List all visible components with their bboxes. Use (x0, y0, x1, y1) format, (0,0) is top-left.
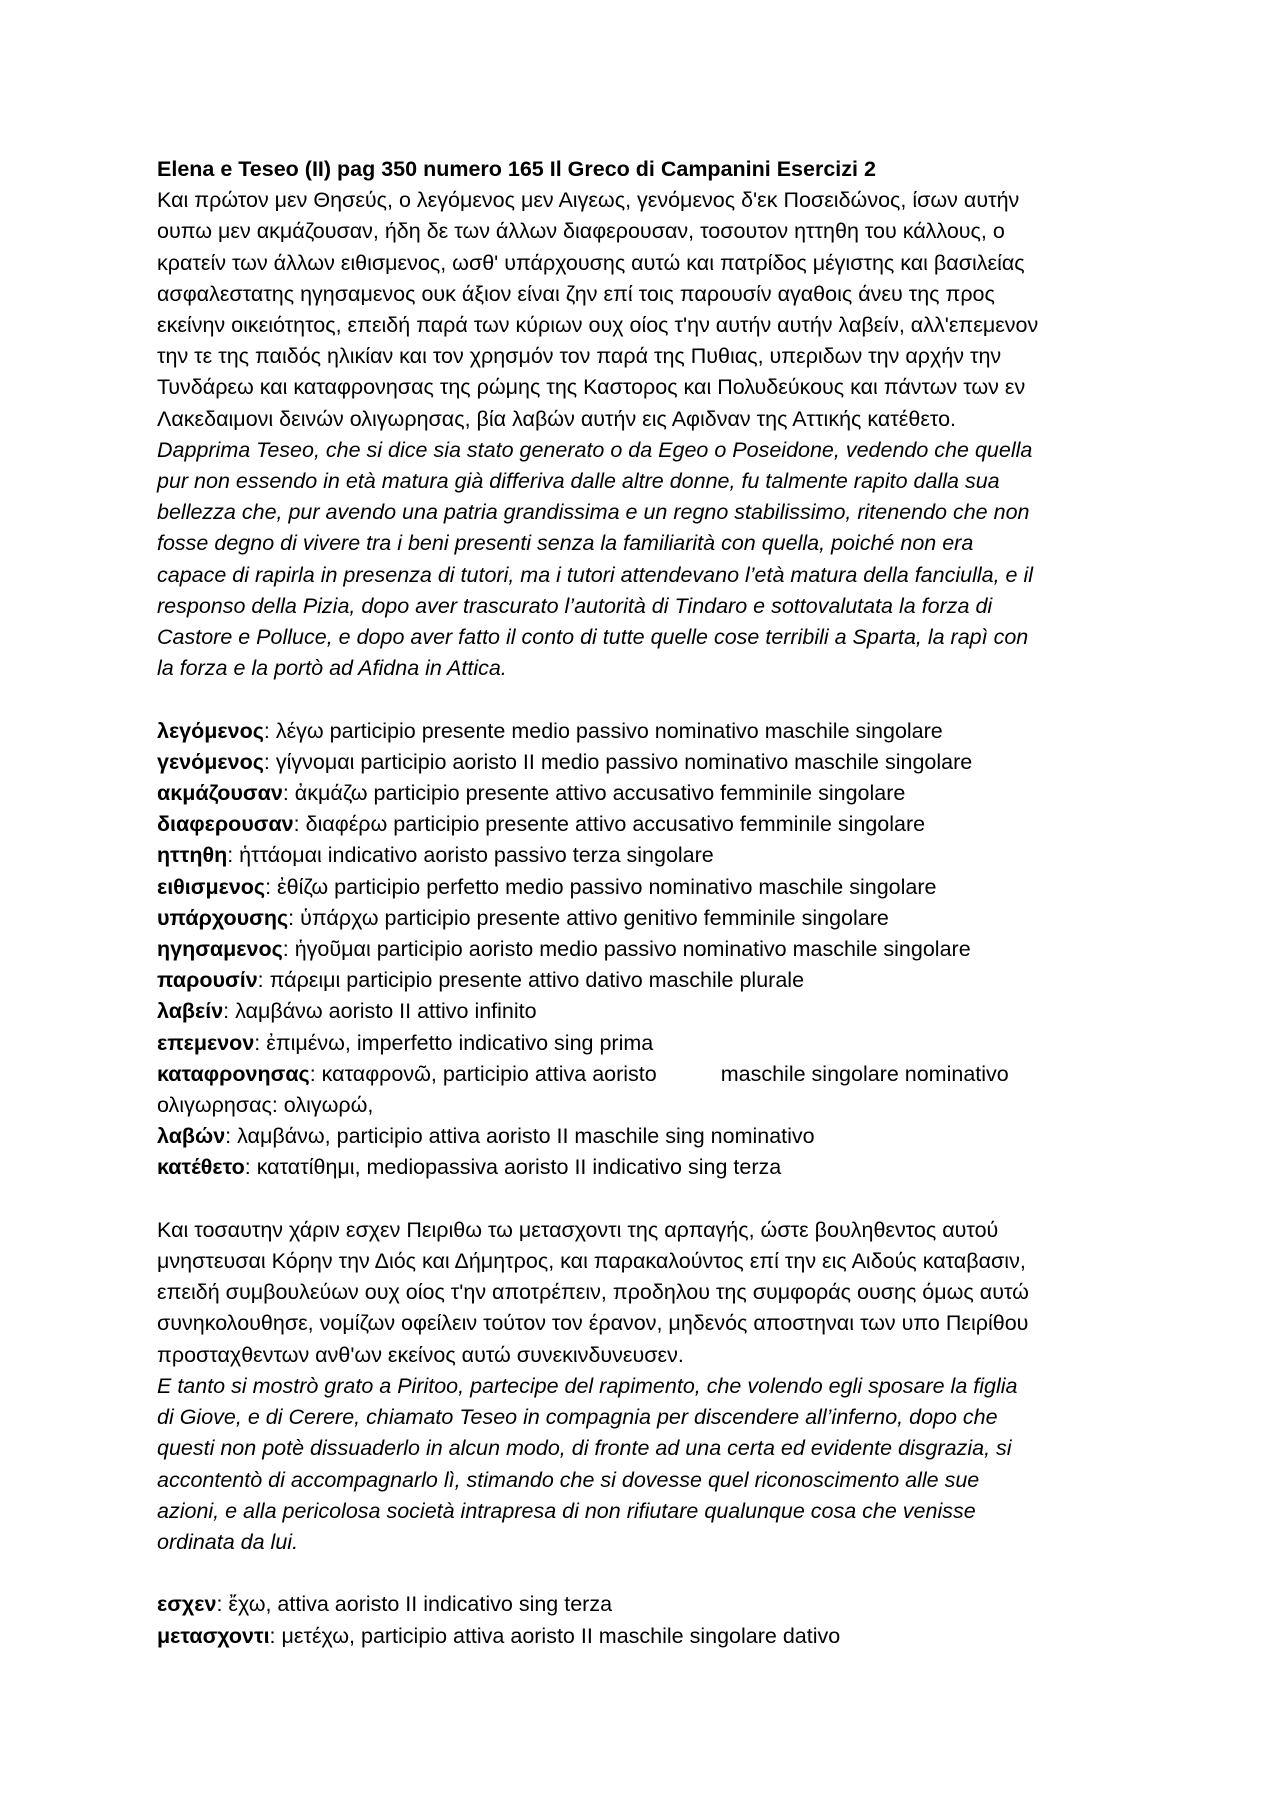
vocab-definition: : ἡττάομαι indicativo aoristo passivo terza singolare (227, 843, 714, 868)
greek-passage-1 (157, 185, 1137, 435)
vocab-entry (157, 778, 1137, 809)
spacer (157, 684, 1137, 715)
italian-line: questi non potè dissuaderlo in alcun modo, di fronte ad una certa ed evidente disgrazia, si (157, 1436, 1012, 1461)
vocab-definition: : ἡγοῦμαι participio aoristo medio passivo nominativo maschile singolare (282, 937, 971, 962)
italian-line: fosse degno di vivere tra i beni presenti senza la familiarità con quella, poiché non era (157, 531, 974, 556)
vocab-entry (157, 1121, 1137, 1152)
greek-line: Τυνδάρεω και καταφρονησας της ρώμης της Καστορος και Πολυδεύκους και πάντων των εν (157, 375, 1026, 400)
vocab-definition: : μετέχω, participio attiva aoristo II maschile singolare dativo (269, 1623, 841, 1648)
vocab-definition: : πάρειμι participio presente attivo dativo maschile plurale (257, 968, 805, 993)
italian-line: capace di rapirla in presenza di tutori, ma i tutori attendevano l’età matura della fanciulla, e il (157, 562, 1034, 587)
vocab-definition: : διαφέρω participio presente attivo accusativo femminile singolare (293, 812, 926, 837)
vocab-term: παρουσίν (157, 968, 258, 993)
vocab-entry (157, 747, 1137, 778)
vocab-term: εσχεν (157, 1592, 217, 1617)
vocab-definition: : ἐπιμένω, imperfetto indicativo sing prima (254, 1030, 654, 1055)
greek-line: εκείνην οικειότητος, επειδή παρά των κύριων ουχ οίος τ'ην αυτήν αυτήν λαβείν, αλλ'επεμενον (157, 313, 1039, 338)
vocab-entry (157, 1589, 1137, 1620)
vocab-definition: : κατατίθημι, mediopassiva aoristo II indicativo sing terza (244, 1155, 782, 1180)
italian-line: ordinata da lui. (157, 1529, 299, 1554)
greek-line: την τε της παιδός ηλικίαν και τον χρησμόν τον παρά της Πυθιας, υπεριδων την αρχήν την (157, 344, 1002, 369)
vocab-entry (157, 809, 1137, 840)
vocab-entry (157, 716, 1137, 747)
vocab-term: ηγησαμενος (157, 937, 283, 962)
vocab-definition-extra: maschile singolare nominativo (720, 1061, 1009, 1086)
italian-line: bellezza che, pur avendo una patria grandissima e un regno stabilissimo, ritenendo che non (157, 500, 1030, 525)
vocab-term: διαφερουσαν (157, 812, 294, 837)
greek-line: επειδή συμβουλεύων ουχ οίος τ'ην αποτρέπειν, προδηλου της συμφοράς ουσης όμως αυτώ (157, 1280, 1029, 1305)
italian-line: accontentò di accompagnarlo lì, stimando che si dovesse quel riconoscimento alle sue (157, 1467, 980, 1492)
italian-translation-1 (157, 435, 1137, 685)
vocab-definition: : λαμβάνω aoristo II attivo infinito (223, 999, 537, 1024)
vocab-entry (157, 1090, 1137, 1121)
vocab-term: ειθισμενος (157, 874, 266, 899)
vocab-definition: : λαμβάνω, participio attiva aoristo II maschile sing nominativo (225, 1124, 815, 1149)
greek-line: ουπω μεν ακμάζουσαν, ήδη δε των άλλων διαφερουσαν, τοσουτον ηττηθη του κάλλους, ο (157, 219, 1005, 244)
vocab-term: ακμάζουσαν (157, 781, 283, 806)
vocab-entry (157, 1059, 1137, 1090)
vocab-term: γενόμενος (157, 749, 264, 774)
italian-translation-2 (157, 1371, 1137, 1558)
vocab-term: λαβείν (157, 999, 224, 1024)
vocab-entry (157, 996, 1137, 1027)
vocab-definition: ολιγωρησας: ολιγωρώ, (157, 1093, 374, 1118)
spacer (157, 1558, 1137, 1589)
greek-line: συνηκολουθησε, νομίζων οφείλειν τούτον τον έρανον, μηδενός αποστηναι των υπο Πειρίθου (157, 1311, 1029, 1336)
greek-line: κρατείν των άλλων ειθισμενος, ωσθ' υπάρχουσης αυτώ και πατρίδος μέγιστης και βασιλείας (157, 250, 1025, 275)
vocabulary-list-2 (157, 1589, 1137, 1651)
vocab-definition: : ὑπάρχω participio presente attivo genitivo femminile singolare (288, 905, 889, 930)
italian-line: di Giove, e di Cerere, chiamato Teseo in compagnia per discendere all’inferno, dopo che (157, 1405, 998, 1430)
italian-line: pur non essendo in età matura già differiva dalle altre donne, fu talmente rapito dalla sua (157, 469, 1000, 494)
document-title: Elena e Teseo (II) pag 350 numero 165 Il Greco di Campanini Esercizi 2 (157, 157, 876, 181)
vocab-entry (157, 903, 1137, 934)
greek-passage-2 (157, 1215, 1137, 1371)
spacer (157, 1184, 1137, 1215)
vocab-entry (157, 965, 1137, 996)
vocab-definition: : ἀκμάζω participio presente attivo accusativo femminile singolare (282, 781, 906, 806)
vocab-entry (157, 1152, 1137, 1183)
vocabulary-list-1 (157, 716, 1137, 1184)
vocab-entry (157, 1028, 1137, 1059)
vocab-definition: : ἔχω, attiva aoristo II indicativo sing terza (216, 1592, 613, 1617)
greek-line: Και πρώτον μεν Θησεύς, ο λεγόμενος μεν Αιγεως, γενόμενος δ'εκ Ποσειδώνος, ίσων αυτήν (157, 188, 1020, 213)
greek-line: ασφαλεστατης ηγησαμενος ουκ άξιον είναι ζην επί τοις παρουσίν αγαθοις άνευ της προς (157, 281, 995, 306)
vocab-entry (157, 1621, 1137, 1652)
vocab-term: λεγόμενος (157, 718, 264, 743)
greek-line: Και τοσαυτην χάριν εσχεν Πειριθω τω μετασχοντι της αρπαγής, ώστε βουληθεντος αυτού (157, 1217, 999, 1242)
italian-line: azioni, e alla pericolosa società intrapresa di non rifiutare qualunque cosa che venisse (157, 1498, 976, 1523)
italian-line: responso della Pizia, dopo aver trascurato l’autorità di Tindaro e sottovalutata la forza di (157, 593, 993, 618)
italian-line: Dapprima Teseo, che si dice sia stato generato o da Egeo o Poseidone, vedendo che quella (157, 437, 1033, 462)
greek-line: προσταχθεντων ανθ'ων εκείνος αυτώ συνεκινδυνευσεν. (157, 1342, 684, 1367)
vocab-term: υπάρχουσης (157, 905, 289, 930)
vocab-term: μετασχοντι (157, 1623, 270, 1648)
vocab-entry (157, 872, 1137, 903)
vocab-term: καταφρονησας (157, 1061, 310, 1086)
italian-line: E tanto si mostrò grato a Piritoo, partecipe del rapimento, che volendo egli sposare la figlia (157, 1373, 1018, 1398)
vocab-definition: : ἐθίζω participio perfetto medio passivo nominativo maschile singolare (265, 874, 937, 899)
vocab-definition: : γίγνομαι participio aoristo II medio passivo nominativo maschile singolare (263, 749, 973, 774)
greek-line: μνηστευσαι Κόρην την Διός και Δήμητρος, και παρακαλούντος επί την εις Αιδούς καταβασιν, (157, 1249, 1026, 1274)
vocab-definition: : λέγω participio presente medio passivo nominativo maschile singolare (263, 718, 943, 743)
vocab-definition: : καταφρονῶ, participio attiva aoristo (309, 1061, 657, 1086)
vocab-term: επεμενον (157, 1030, 255, 1055)
greek-line: Λακεδαιμονι δεινών ολιγωρησας, βία λαβών αυτήν εις Αφιδναν της Αττικής κατέθετο. (157, 406, 957, 431)
italian-line: Castore e Polluce, e dopo aver fatto il conto di tutte quelle cose terribili a Sparta, la rapì con (157, 625, 1029, 650)
vocab-term: λαβών (157, 1124, 226, 1149)
vocab-term: ηττηθη (157, 843, 228, 868)
document-page (157, 154, 1137, 1652)
vocab-entry (157, 934, 1137, 965)
vocab-term: κατέθετο (157, 1155, 245, 1180)
vocab-entry (157, 840, 1137, 871)
italian-line: la forza e la portò ad Afidna in Attica. (157, 656, 507, 681)
